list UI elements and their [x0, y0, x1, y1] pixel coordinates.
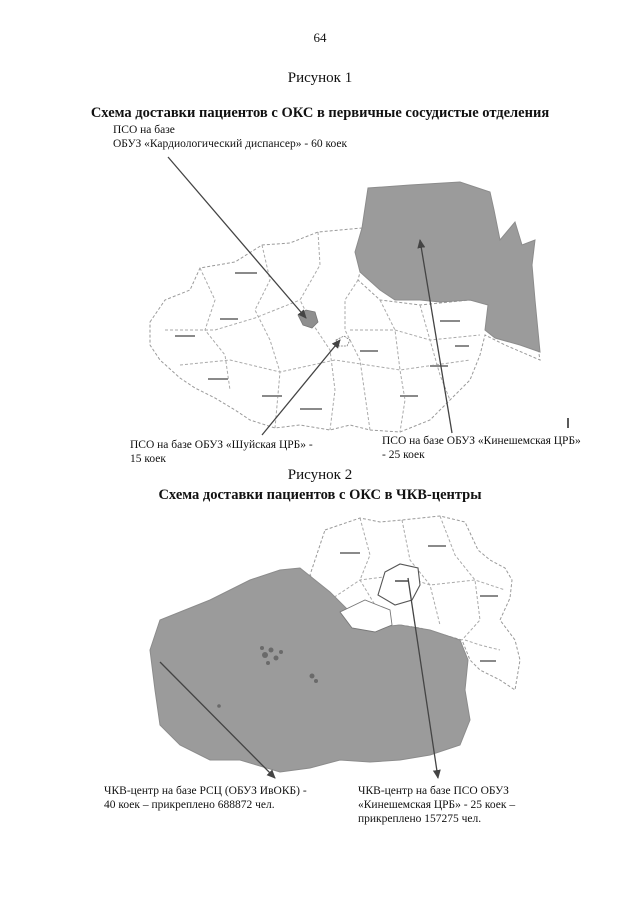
figure1-label: Рисунок 1	[287, 70, 353, 86]
callout-kineshma: ПСО на базе ОБУЗ «Кинешемская ЦРБ» - 25 коек	[382, 435, 581, 461]
figure2-label: Рисунок 2	[287, 467, 353, 483]
callout-cardio: ПСО на базе ОБУЗ «Кардиологический диспансер» - 60 коек	[113, 124, 348, 150]
callout-shuya: ПСО на базе ОБУЗ «Шуйская ЦРБ» - 15 коек	[130, 439, 313, 465]
figure2-title: Схема доставки пациентов с ОКС в ЧКВ-центры	[158, 487, 482, 503]
callout-rsc: ЧКВ-центр на базе РСЦ (ОБУЗ ИвОКБ) - 40 коек – прикреплено 688872 чел.	[104, 785, 307, 811]
figure1-title: Схема доставки пациентов с ОКС в первичные сосудистые отделения	[90, 105, 550, 121]
page-number: 64	[313, 30, 327, 45]
figure2-map	[150, 516, 520, 778]
figure1-map	[150, 157, 568, 435]
callout-kineshma-pci: ЧКВ-центр на базе ПСО ОБУЗ «Кинешемская ЦРБ» - 25 коек – прикреплено 157275 чел.	[358, 785, 516, 825]
